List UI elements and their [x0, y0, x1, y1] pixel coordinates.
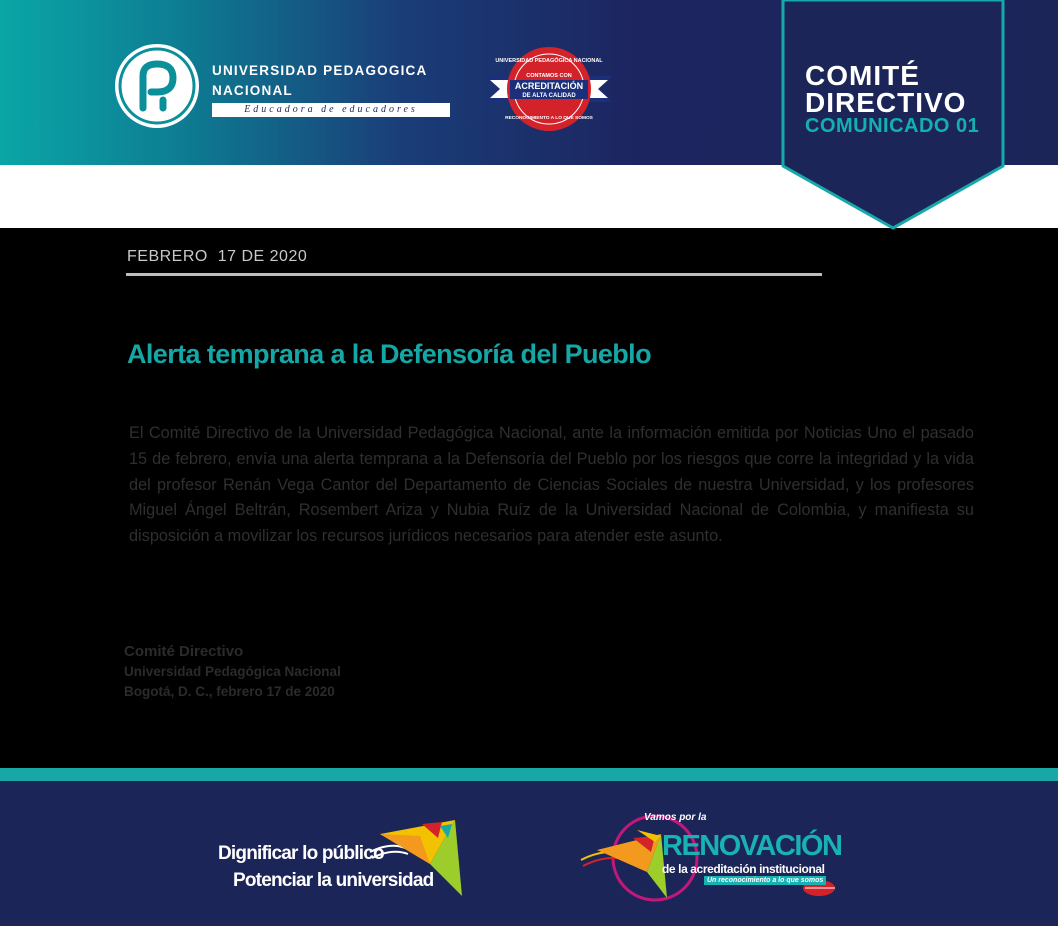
university-name	[212, 61, 427, 101]
renovacion-tag: Un reconocimiento a lo que somos	[704, 876, 826, 885]
renovacion-sub: de la acreditación institucional	[662, 862, 825, 876]
renovacion-title: RENOVACIÓN	[662, 830, 842, 862]
seal-mid2-text: ACREDITACIÓN	[514, 81, 584, 91]
signature-line1: Comité Directivo	[124, 643, 244, 660]
document-date: FEBRERO 17 DE 2020	[127, 248, 308, 265]
signature-line2: Universidad Pedagógica Nacional	[124, 664, 341, 679]
university-motto: Educadora de educadores	[212, 103, 450, 117]
document-body: El Comité Directivo de la Universidad Pedagógica Nacional, ante la información emitida por Noticias Uno el pasado 15 de febrero, envía una alerta temprana a la Defensoría del Pueblo por los riesgos que corre la integridad y la vida del profesor Renán Vega Cantor del Departamento de Ciencias Sociales de nuestra Universidad, y los profesores Miguel Ángel Beltrán, Rosembert Ariza y Nubia Ruíz de la Universidad Nacional de Colombia, y manifiesta su disposición a movilizar los recursos jurídicos necesarios para atender este asunto.	[129, 424, 974, 546]
university-logo-icon	[113, 42, 201, 130]
seal-bottom-text: RECONOCIMIENTO A LO QUE SOMOS	[505, 116, 593, 121]
signature-block	[124, 642, 341, 702]
date-divider	[126, 273, 822, 276]
seal-top-text: UNIVERSIDAD PEDAGÓGICA NACIONAL	[495, 58, 603, 64]
badge-line1: COMITÉ	[805, 60, 920, 91]
document-title: Alerta temprana a la Defensoría del Pueblo	[127, 339, 651, 369]
badge-line2: DIRECTIVO	[805, 87, 967, 118]
seal-mid1-text: CONTAMOS CON	[526, 73, 572, 79]
footer-banner	[0, 781, 1058, 926]
slogan-line2: Potenciar la universidad	[233, 870, 434, 891]
university-name-line2: NACIONAL	[212, 83, 293, 98]
seal-mid3-text: DE ALTA CALIDAD	[522, 93, 576, 99]
signature-line3: Bogotá, D. C., febrero 17 de 2020	[124, 684, 335, 699]
badge-line3: COMUNICADO 01	[805, 115, 980, 137]
accreditation-seal-icon	[484, 46, 614, 132]
slogan-line1: Dignificar lo público	[218, 843, 384, 864]
badge-text	[805, 62, 995, 136]
footer-teal-band	[0, 768, 1058, 781]
kite-icon	[360, 812, 470, 902]
university-name-line1: UNIVERSIDAD PEDAGOGICA	[212, 63, 428, 78]
renovacion-pre: Vamos por la	[644, 812, 707, 823]
